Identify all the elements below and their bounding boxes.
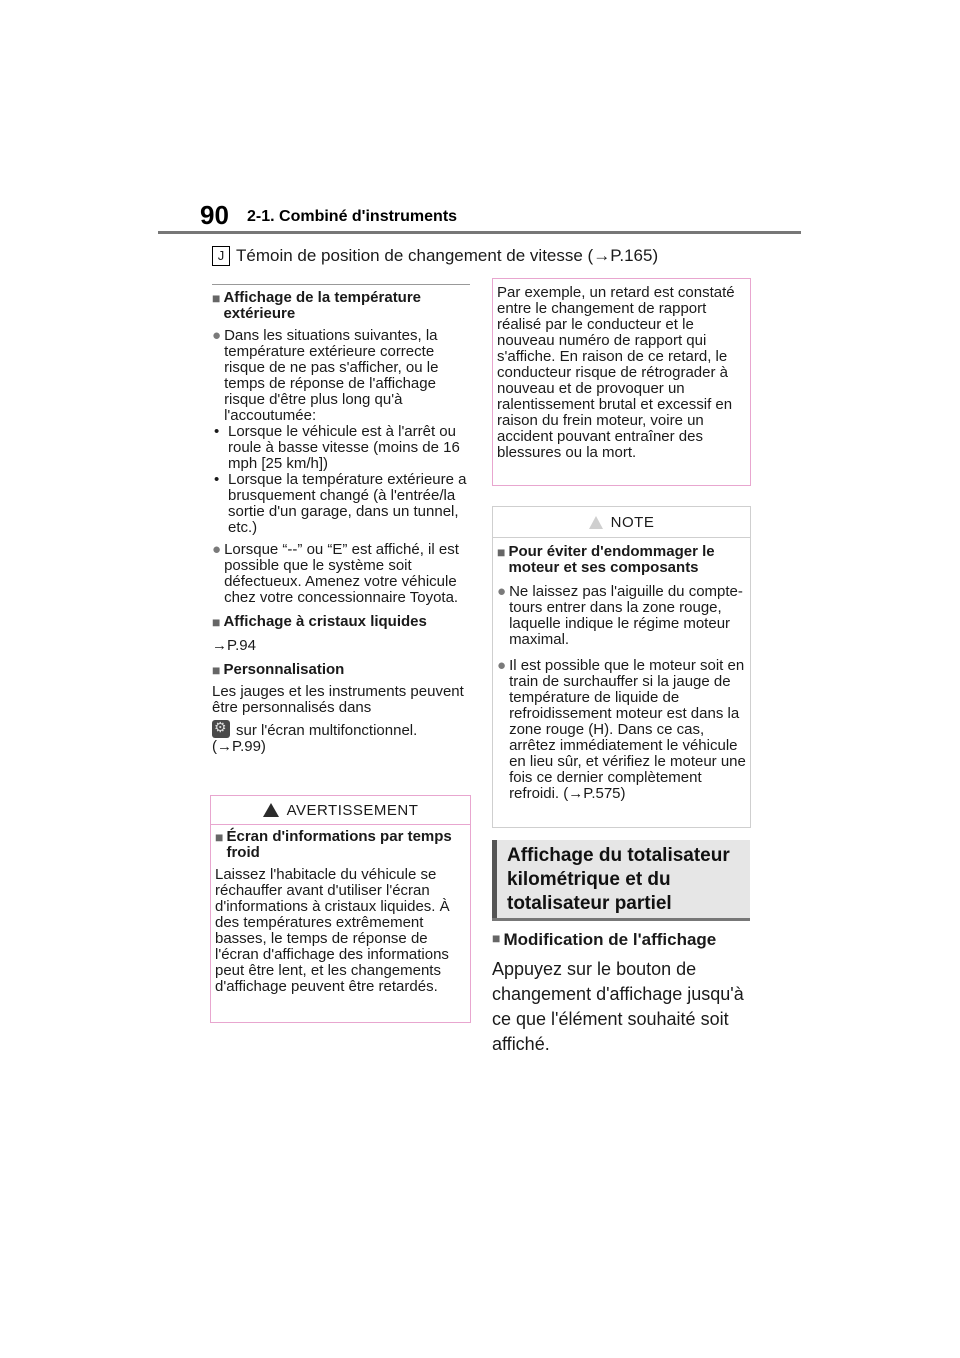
warning-heading: ■ Écran d'informations par temps froid — [215, 828, 452, 861]
settings-gear-icon — [212, 720, 230, 738]
custom-heading: ■ Personnalisation — [212, 661, 345, 678]
j-item — [212, 246, 658, 266]
warning-box — [210, 795, 471, 1023]
square-bullet-icon: ■ — [212, 614, 221, 630]
odometer-section-heading: Affichage du totalisateur kilométrique et du totalisateur partiel — [492, 840, 750, 920]
temp-sub-2: • Lorsque la température extérieure a brusquement changé (à l'entrée/la sortie d'un garage, dans un tunnel, etc.) — [214, 471, 467, 536]
lcd-heading: ■ Affichage à cristaux liquides — [212, 613, 427, 630]
custom-ref: (→P.99) — [212, 738, 266, 755]
note-bullet-1: ● Ne laissez pas l'aiguille du compte-tours entrer dans la zone rouge, laquelle indique le régime moteur maximal. — [497, 583, 743, 648]
page-number: 90 — [200, 200, 229, 230]
left-column — [212, 284, 470, 755]
warning-triangle-icon — [263, 803, 279, 817]
temp-sub-1: • Lorsque le véhicule est à l'arrêt ou roule à basse vitesse (moins de 16 mph [25 km/h]) — [214, 423, 460, 472]
note-heading: ■ Pour éviter d'endommager le moteur et ses composants — [497, 543, 715, 576]
lcd-ref: →P.94 — [212, 637, 256, 654]
note-bullet-2: ● Il est possible que le moteur soit en train de surchauffer si la jauge de température de liquide de refroidissement moteur est dans la zone rouge (H). Dans ce cas, arrêtez immédiatement le véhicule en lieu sûr, et vérifiez le moteur une fois ce dernier complètement refroidi. (→P.575) — [497, 657, 746, 802]
header-rule — [158, 231, 801, 234]
square-bullet-icon: ■ — [212, 662, 221, 678]
divider — [212, 284, 470, 285]
j-item-text: Témoin de position de changement de vitesse (→P.165) — [236, 246, 659, 265]
dot-bullet-icon: ● — [497, 583, 507, 600]
square-bullet-icon: ■ — [215, 829, 224, 845]
note-title: NOTE — [493, 507, 750, 538]
temp-heading: ■ Affichage de la température extérieure — [212, 289, 422, 322]
custom-text-2-line: ⚙sur l'écran multifonctionnel. — [212, 720, 470, 739]
dot-bullet-icon: ● — [497, 657, 507, 674]
j-badge: J — [212, 246, 230, 266]
note-box — [492, 506, 751, 828]
modification-body: Appuyez sur le bouton de changement d'affichage jusqu'à ce que l'élément souhaité soit affiché. — [492, 959, 744, 1054]
square-bullet-icon: ■ — [212, 290, 221, 306]
caution-triangle-icon — [589, 516, 603, 529]
dot-bullet-icon: ● — [212, 327, 222, 344]
square-bullet-icon: ■ — [497, 544, 506, 560]
custom-text-1: Les jauges et les instruments peuvent être personnalisés dans — [212, 683, 464, 716]
temp-bullet-2: ● Lorsque “--” ou “E” est affiché, il est possible que le système soit défectueux. Amenez votre véhicule chez votre concessionnaire Toyota. — [212, 541, 459, 606]
warning-body: Laissez l'habitacle du véhicule se réchauffer avant d'utiliser l'écran d'informations à cristaux liquides. À des températures extrêmement basses, le temps de réponse de l'écran d'affichage des informations peut être lent, et les changements d'affichage peuvent être retardés. — [215, 866, 450, 995]
warning-continued-box — [492, 278, 751, 486]
square-bullet-icon: ■ — [492, 930, 501, 946]
heading-underline — [492, 918, 750, 921]
warning-title: AVERTISSEMENT — [211, 796, 470, 825]
dot-bullet-icon: ● — [212, 541, 222, 558]
temp-bullet-1: ● Dans les situations suivantes, la température extérieure correcte risque de ne pas s'afficher, ou le temps de réponse de l'affichage risque d'être plus long qu'à l'accoutumée: — [212, 327, 439, 424]
warning-continued-text: Par exemple, un retard est constaté entre le changement de rapport réalisé par le conducteur et le nouveau numéro de rapport qui s'affiche. En raison de ce retard, le conducteur risque de rétrograder à nouveau et de provoquer un ralentissement brutal et excessif en raison du frein moteur, voire un accident pouvant entraîner des blessures ou la mort. — [497, 284, 735, 461]
modification-heading: ■ Modification de l'affichage — [492, 930, 717, 949]
section-title: 2-1. Combiné d'instruments — [247, 208, 458, 225]
